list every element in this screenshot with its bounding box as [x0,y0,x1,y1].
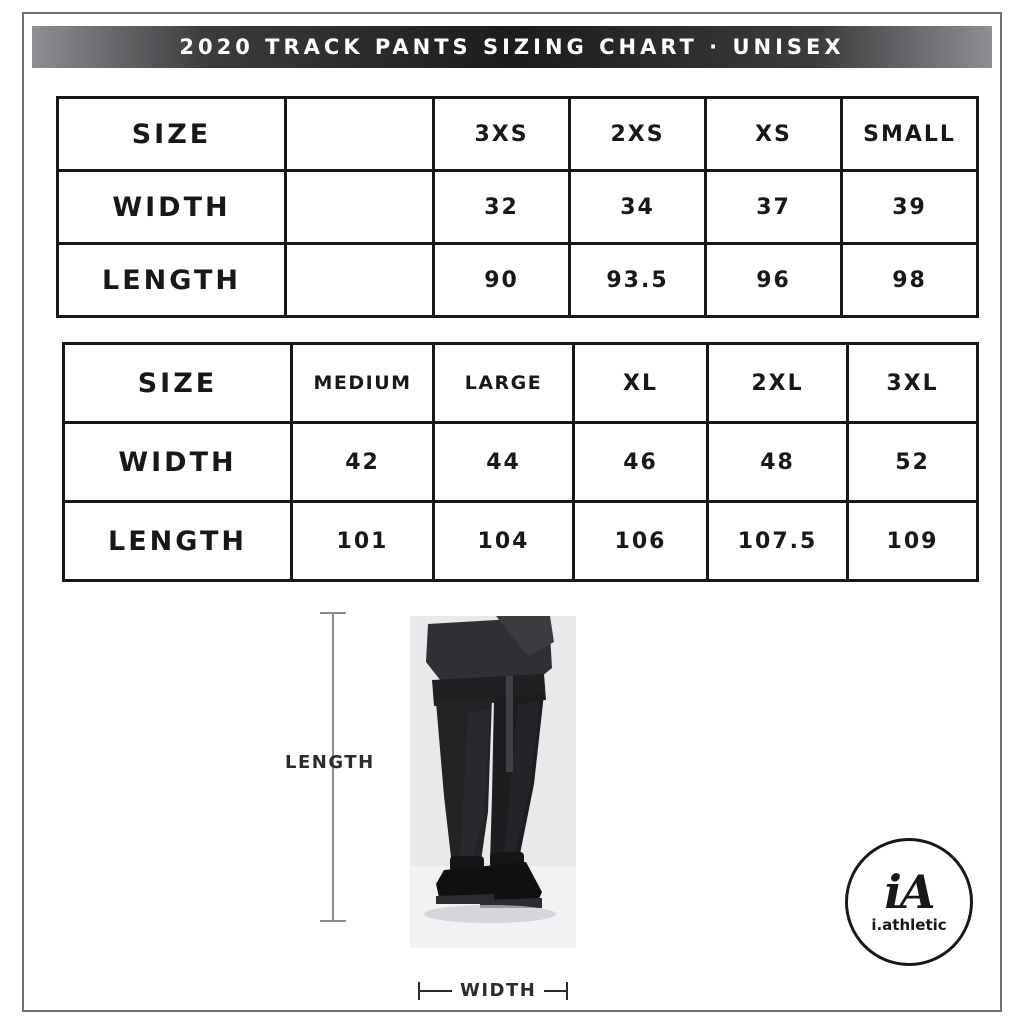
cell-size-3xl: 3XL [848,344,978,423]
small-sizes-table [56,96,979,318]
cell-size-3xs: 3XS [434,98,570,171]
large-sizes-table [62,342,979,582]
width-arrow-cap-right [566,982,568,1000]
cell-size-xs: XS [706,98,842,171]
table-row [64,423,978,502]
cell-width-large: 44 [434,423,574,502]
table-row [58,98,978,171]
cell-size-blank [286,98,434,171]
page-title: 2020 TRACK PANTS SIZING CHART · UNISEX [179,35,845,59]
cell-width-3xs: 32 [434,171,570,244]
track-pants-photo [410,616,576,948]
cell-width-small: 39 [842,171,978,244]
cell-size-2xs: 2XS [570,98,706,171]
length-arrow-cap-bottom [320,920,346,922]
cell-width-xl: 46 [574,423,708,502]
row-label-size: SIZE [64,344,292,423]
row-label-size: SIZE [58,98,286,171]
table-row [58,171,978,244]
row-label-length: LENGTH [64,502,292,581]
logo-monogram: iA [884,865,934,919]
cell-size-2xl: 2XL [708,344,848,423]
cell-width-medium: 42 [292,423,434,502]
length-measure-label: LENGTH [285,752,375,773]
brand-logo [845,838,973,966]
header-banner [32,26,992,68]
cell-length-xs: 96 [706,244,842,317]
row-label-width: WIDTH [64,423,292,502]
cell-length-blank [286,244,434,317]
cell-width-2xs: 34 [570,171,706,244]
row-label-width: WIDTH [58,171,286,244]
logo-wordmark: i.athletic [871,916,947,934]
cell-length-3xl: 109 [848,502,978,581]
width-measure-label: WIDTH [452,980,544,1001]
cell-size-small: SMALL [842,98,978,171]
cell-width-3xl: 52 [848,423,978,502]
cell-width-xs: 37 [706,171,842,244]
cell-length-xl: 106 [574,502,708,581]
cell-width-blank [286,171,434,244]
cell-length-medium: 101 [292,502,434,581]
cell-size-xl: XL [574,344,708,423]
table-row [58,244,978,317]
row-label-length: LENGTH [58,244,286,317]
cell-length-2xl: 107.5 [708,502,848,581]
cell-length-3xs: 90 [434,244,570,317]
cell-size-large: LARGE [434,344,574,423]
table-row [64,344,978,423]
cell-size-medium: MEDIUM [292,344,434,423]
pants-illustration [410,616,576,948]
table-row [64,502,978,581]
cell-length-2xs: 93.5 [570,244,706,317]
cell-length-large: 104 [434,502,574,581]
cell-width-2xl: 48 [708,423,848,502]
cell-length-small: 98 [842,244,978,317]
